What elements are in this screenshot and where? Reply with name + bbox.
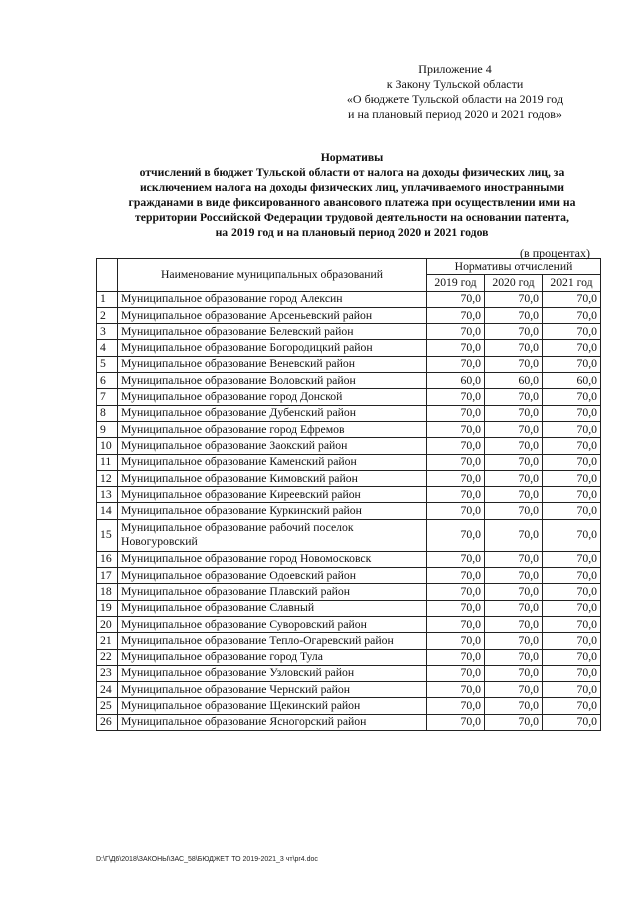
table-row xyxy=(97,405,601,421)
table-row xyxy=(97,340,601,356)
norm-value-2021: 70,0 xyxy=(543,487,601,503)
norm-value-2021: 70,0 xyxy=(543,633,601,649)
norm-value-2021: 70,0 xyxy=(543,356,601,372)
table-row xyxy=(97,682,601,698)
norm-value-2019: 70,0 xyxy=(427,616,485,632)
table-row xyxy=(97,665,601,681)
appendix-law-title-2: и на плановый период 2020 и 2021 годов» xyxy=(348,107,562,121)
municipality-name: Муниципальное образование Ясногорский район xyxy=(118,714,427,730)
table-row xyxy=(97,291,601,307)
norm-value-2021: 60,0 xyxy=(543,373,601,389)
municipality-name: Муниципальное образование Заокский район xyxy=(118,438,427,454)
norm-value-2019: 70,0 xyxy=(427,698,485,714)
table-body xyxy=(97,291,601,730)
municipality-name: Муниципальное образование Чернский район xyxy=(118,682,427,698)
norm-value-2019: 70,0 xyxy=(427,454,485,470)
table-row xyxy=(97,356,601,372)
norm-value-2020: 70,0 xyxy=(485,487,543,503)
table-row xyxy=(97,503,601,519)
title-line-3: исключением налога на доходы физических лиц, уплачиваемого иностранными xyxy=(139,181,565,194)
appendix-number: Приложение 4 xyxy=(418,62,492,76)
row-number: 14 xyxy=(97,503,118,519)
table-row xyxy=(97,421,601,437)
municipality-name: Муниципальное образование Дубенский район xyxy=(118,405,427,421)
row-number: 22 xyxy=(97,649,118,665)
norm-value-2019: 70,0 xyxy=(427,584,485,600)
title-line-5: территории Российской Федерации трудовой деятельности на основании патента, xyxy=(135,211,569,224)
table-row xyxy=(97,373,601,389)
norm-value-2019: 70,0 xyxy=(427,421,485,437)
norm-value-2020: 70,0 xyxy=(485,584,543,600)
norm-value-2021: 70,0 xyxy=(543,438,601,454)
norm-value-2019: 70,0 xyxy=(427,340,485,356)
title-line-4: гражданами в виде фиксированного авансового платежа при осуществлении ими на xyxy=(128,196,576,209)
norm-value-2019: 70,0 xyxy=(427,291,485,307)
table-row xyxy=(97,698,601,714)
municipality-name: Муниципальное образование Куркинский район xyxy=(118,503,427,519)
title-line-1: Нормативы xyxy=(320,151,384,164)
row-number: 7 xyxy=(97,389,118,405)
norm-value-2020: 70,0 xyxy=(485,307,543,323)
norm-value-2021: 70,0 xyxy=(543,324,601,340)
norm-value-2020: 70,0 xyxy=(485,600,543,616)
municipality-name: Муниципальное образование Плавский район xyxy=(118,584,427,600)
norm-value-2020: 70,0 xyxy=(485,291,543,307)
norm-value-2020: 70,0 xyxy=(485,519,543,551)
municipality-name: Муниципальное образование Каменский район xyxy=(118,454,427,470)
table-row xyxy=(97,616,601,632)
table-row xyxy=(97,551,601,567)
norm-value-2020: 70,0 xyxy=(485,551,543,567)
table-row xyxy=(97,487,601,503)
municipality-name: Муниципальное образование Кимовский район xyxy=(118,470,427,486)
municipality-name: Муниципальное образование Суворовский район xyxy=(118,616,427,632)
row-number: 9 xyxy=(97,421,118,437)
row-number: 16 xyxy=(97,551,118,567)
row-number: 10 xyxy=(97,438,118,454)
title-line-2: отчислений в бюджет Тульской области от налога на доходы физических лиц, за xyxy=(139,166,565,179)
table-row xyxy=(97,470,601,486)
norm-value-2019: 70,0 xyxy=(427,649,485,665)
row-number: 13 xyxy=(97,487,118,503)
table-row xyxy=(97,584,601,600)
header-name: Наименование муниципальных образований xyxy=(118,259,427,292)
row-number: 5 xyxy=(97,356,118,372)
table-row xyxy=(97,438,601,454)
row-number: 23 xyxy=(97,665,118,681)
norm-value-2019: 70,0 xyxy=(427,633,485,649)
municipality-name: Муниципальное образование Узловский район xyxy=(118,665,427,681)
norm-value-2020: 70,0 xyxy=(485,665,543,681)
norm-value-2020: 70,0 xyxy=(485,356,543,372)
municipality-name: Муниципальное образование Веневский район xyxy=(118,356,427,372)
norm-value-2020: 70,0 xyxy=(485,616,543,632)
norm-value-2020: 70,0 xyxy=(485,405,543,421)
norm-value-2021: 70,0 xyxy=(543,584,601,600)
municipality-name: Муниципальное образование Киреевский район xyxy=(118,487,427,503)
norm-value-2019: 70,0 xyxy=(427,470,485,486)
norm-value-2019: 70,0 xyxy=(427,665,485,681)
norm-value-2021: 70,0 xyxy=(543,389,601,405)
appendix-law-title-1: «О бюджете Тульской области на 2019 год xyxy=(346,92,564,106)
table-row xyxy=(97,600,601,616)
norm-value-2020: 70,0 xyxy=(485,503,543,519)
municipality-name: Муниципальное образование Одоевский район xyxy=(118,568,427,584)
municipality-name: Муниципальное образование Арсеньевский район xyxy=(118,307,427,323)
header-norms: Нормативы отчислений xyxy=(427,259,601,275)
norm-value-2021: 70,0 xyxy=(543,405,601,421)
norm-value-2021: 70,0 xyxy=(543,307,601,323)
norm-value-2021: 70,0 xyxy=(543,600,601,616)
norm-value-2020: 70,0 xyxy=(485,389,543,405)
table-row xyxy=(97,307,601,323)
municipality-name: Муниципальное образование город Алексин xyxy=(118,291,427,307)
table-row xyxy=(97,633,601,649)
norm-value-2020: 70,0 xyxy=(485,454,543,470)
table-row xyxy=(97,714,601,730)
municipality-name: Муниципальное образование Богородицкий район xyxy=(118,340,427,356)
norm-value-2021: 70,0 xyxy=(543,551,601,567)
norm-value-2021: 70,0 xyxy=(543,454,601,470)
norm-value-2021: 70,0 xyxy=(543,519,601,551)
municipality-name: Муниципальное образование Воловский район xyxy=(118,373,427,389)
municipality-name: Муниципальное образование город Ефремов xyxy=(118,421,427,437)
norm-value-2019: 70,0 xyxy=(427,714,485,730)
municipality-name: Муниципальное образование Тепло-Огаревский район xyxy=(118,633,427,649)
norm-value-2020: 70,0 xyxy=(485,438,543,454)
table-row xyxy=(97,389,601,405)
municipality-name: Муниципальное образование Славный xyxy=(118,600,427,616)
row-number: 4 xyxy=(97,340,118,356)
row-number: 15 xyxy=(97,519,118,551)
norm-value-2020: 70,0 xyxy=(485,568,543,584)
norm-value-2019: 70,0 xyxy=(427,307,485,323)
norm-value-2021: 70,0 xyxy=(543,470,601,486)
norm-value-2020: 70,0 xyxy=(485,421,543,437)
norm-value-2019: 70,0 xyxy=(427,568,485,584)
norm-value-2021: 70,0 xyxy=(543,714,601,730)
municipality-name: Муниципальное образование рабочий поселок Новогуровский xyxy=(118,519,427,551)
table-row xyxy=(97,649,601,665)
municipality-name: Муниципальное образование город Тула xyxy=(118,649,427,665)
row-number: 12 xyxy=(97,470,118,486)
file-path-footer: D:\Г\Д6\2018\ЗАКОНЫ\ЗАС_58\БЮДЖЕТ ТО 2019-2021_3 чт\pr4.doc xyxy=(96,856,318,863)
municipality-name: Муниципальное образование город Донской xyxy=(118,389,427,405)
norm-value-2020: 70,0 xyxy=(485,324,543,340)
norm-value-2020: 70,0 xyxy=(485,470,543,486)
norm-value-2020: 70,0 xyxy=(485,714,543,730)
norm-value-2020: 70,0 xyxy=(485,682,543,698)
header-year-2021: 2021 год xyxy=(543,275,601,291)
header-number xyxy=(97,259,118,292)
norm-value-2020: 70,0 xyxy=(485,633,543,649)
norm-value-2021: 70,0 xyxy=(543,568,601,584)
norm-value-2019: 70,0 xyxy=(427,600,485,616)
municipality-name: Муниципальное образование Щекинский район xyxy=(118,698,427,714)
norm-value-2019: 70,0 xyxy=(427,389,485,405)
table-row xyxy=(97,454,601,470)
norm-value-2021: 70,0 xyxy=(543,503,601,519)
row-number: 20 xyxy=(97,616,118,632)
header-year-2019: 2019 год xyxy=(427,275,485,291)
norm-value-2020: 70,0 xyxy=(485,340,543,356)
municipality-name: Муниципальное образование Белевский район xyxy=(118,324,427,340)
norm-value-2019: 70,0 xyxy=(427,551,485,567)
title-line-6: на 2019 год и на плановый период 2020 и 2021 годов xyxy=(215,226,489,239)
norm-value-2021: 70,0 xyxy=(543,682,601,698)
row-number: 18 xyxy=(97,584,118,600)
row-number: 11 xyxy=(97,454,118,470)
table-header-row xyxy=(97,259,601,275)
norm-value-2021: 70,0 xyxy=(543,698,601,714)
norms-table xyxy=(96,258,601,731)
units-note: (в процентах) xyxy=(520,246,590,260)
norm-value-2021: 70,0 xyxy=(543,421,601,437)
norm-value-2019: 60,0 xyxy=(427,373,485,389)
table-row xyxy=(97,324,601,340)
row-number: 26 xyxy=(97,714,118,730)
row-number: 2 xyxy=(97,307,118,323)
norm-value-2019: 70,0 xyxy=(427,356,485,372)
norm-value-2019: 70,0 xyxy=(427,519,485,551)
norm-value-2021: 70,0 xyxy=(543,665,601,681)
row-number: 24 xyxy=(97,682,118,698)
norm-value-2020: 60,0 xyxy=(485,373,543,389)
row-number: 6 xyxy=(97,373,118,389)
row-number: 1 xyxy=(97,291,118,307)
appendix-law: к Закону Тульской области xyxy=(386,77,524,91)
norm-value-2019: 70,0 xyxy=(427,405,485,421)
norm-value-2020: 70,0 xyxy=(485,649,543,665)
row-number: 8 xyxy=(97,405,118,421)
norm-value-2019: 70,0 xyxy=(427,682,485,698)
row-number: 25 xyxy=(97,698,118,714)
header-year-2020: 2020 год xyxy=(485,275,543,291)
table-row xyxy=(97,568,601,584)
municipality-name: Муниципальное образование город Новомосковск xyxy=(118,551,427,567)
row-number: 19 xyxy=(97,600,118,616)
table-row xyxy=(97,519,601,551)
norm-value-2019: 70,0 xyxy=(427,503,485,519)
norm-value-2019: 70,0 xyxy=(427,438,485,454)
norm-value-2020: 70,0 xyxy=(485,698,543,714)
row-number: 17 xyxy=(97,568,118,584)
norm-value-2021: 70,0 xyxy=(543,340,601,356)
appendix-heading xyxy=(300,62,610,122)
norm-value-2019: 70,0 xyxy=(427,324,485,340)
document-title xyxy=(92,150,612,240)
norm-value-2021: 70,0 xyxy=(543,649,601,665)
norm-value-2021: 70,0 xyxy=(543,291,601,307)
norm-value-2021: 70,0 xyxy=(543,616,601,632)
row-number: 3 xyxy=(97,324,118,340)
norm-value-2019: 70,0 xyxy=(427,487,485,503)
row-number: 21 xyxy=(97,633,118,649)
